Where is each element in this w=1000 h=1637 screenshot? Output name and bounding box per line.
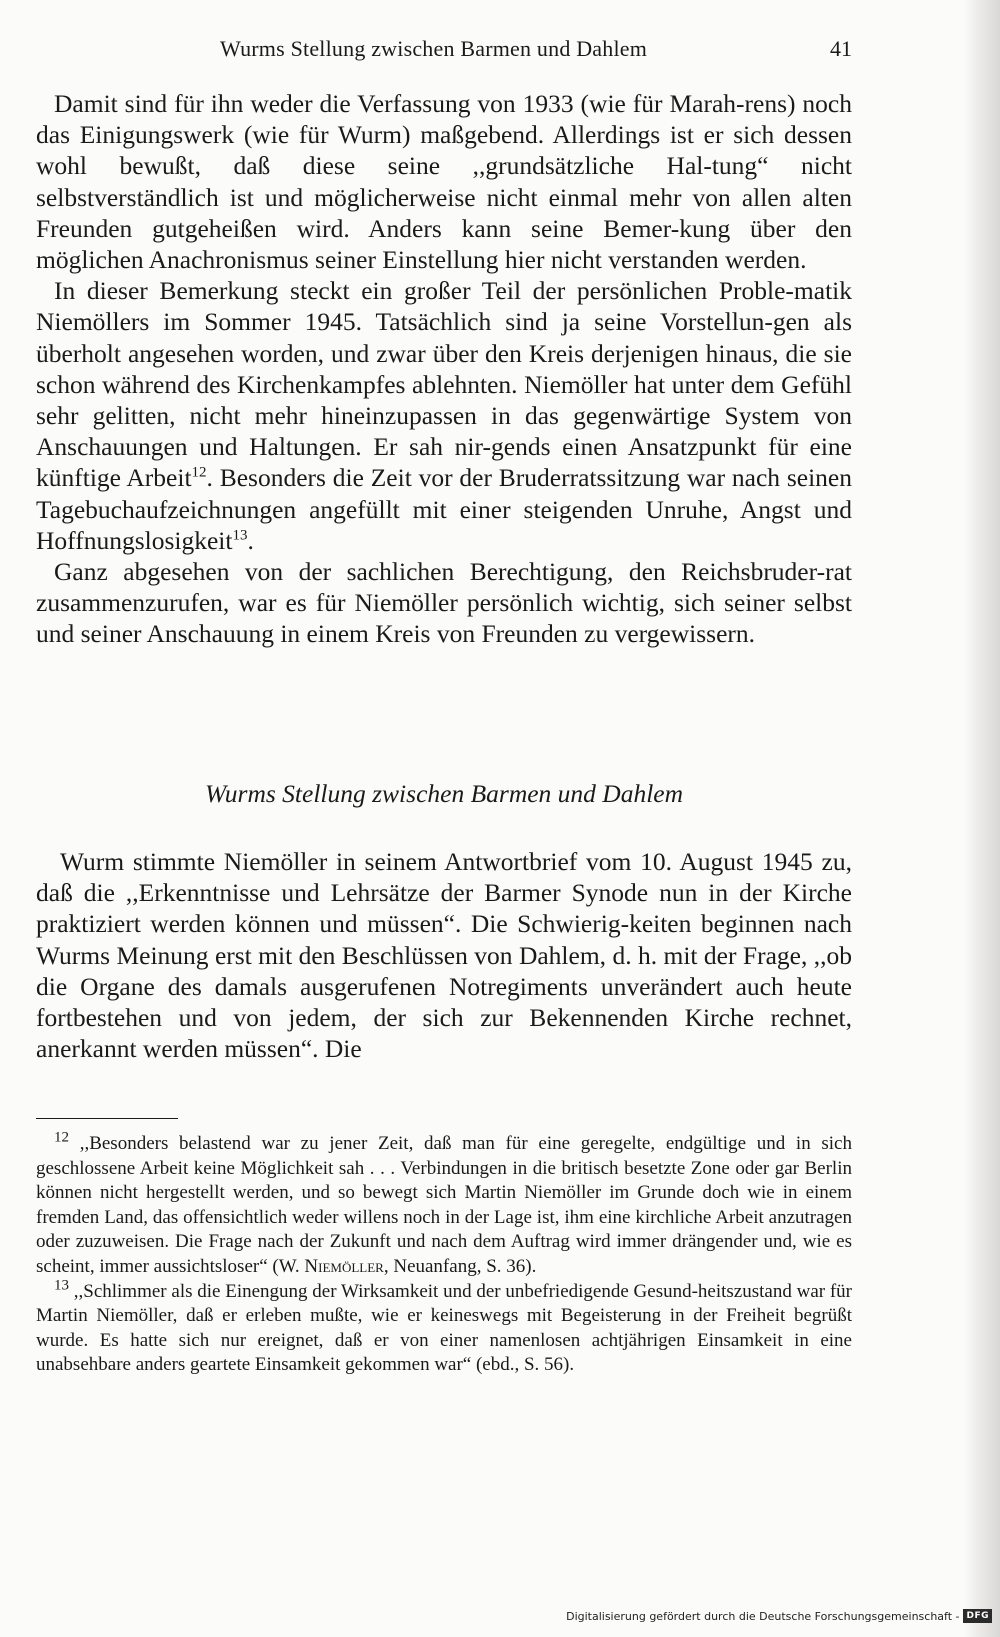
section-paragraph-1: Wurm stimmte Niemöller in seinem Antwortbrief vom 10. August 1945 zu, daß die ,,Erkenntnisse und Lehrsätze der Barmer Synode nun in der Kirche praktiziert werden können und müssen“. Die Schwierig-keiten beginnen nach Wurms Meinung erst mit den Beschlüssen von Dahlem, d. h. mit der Frage, ,,ob die Organe des damals ausgerufenen Notregiments unverändert auch heute fortbestehen und von jedem, der sich zur Bekennenden Kirche rechnet, anerkannt werden müssen“. Die — [36, 847, 852, 1064]
footnote-13-number: 13 — [54, 1277, 69, 1294]
paragraph-2 — [36, 275, 852, 556]
running-header — [36, 32, 852, 64]
footnote-13-text: ,,Schlimmer als die Einengung der Wirksamkeit und der unbefriedigende Gesund-heitszustand war für Martin Niemöller, daß er erleben mußte, wie er keineswegs mit Begeisterung in der Freiheit begrüßt wurde. Es hatte sich nur ereignet, daß er von einer namenlosen achtjährigen Einsamkeit in eine unabsehbare anders geartete Einsamkeit gekommen war“ (ebd., S. 56). — [36, 1280, 852, 1376]
footnote-12-author: Niemöller — [304, 1255, 384, 1277]
paragraph-3: Ganz abgesehen von der sachlichen Berechtigung, den Reichsbruder-rat zusammenzurufen, war es für Niemöller persönlich wichtig, sich seiner selbst und seiner Anschauung in einem Kreis von Freunden zu vergewissern. — [36, 557, 852, 649]
section-heading: Wurms Stellung zwischen Barmen und Dahlem — [204, 779, 684, 808]
paragraph-1: Damit sind für ihn weder die Verfassung von 1933 (wie für Marah-rens) noch das Einigungswerk (wie für Wurm) maßgebend. Allerdings ist er sich dessen wohl bewußt, daß diese seine ,,grundsätzliche Hal-tung“ nicht selbstverständlich ist und möglicherweise nicht einmal mehr von allen alten Freunden gutgeheißen wird. Anders kann seine Bemer-kung über den möglichen Anachronismus seiner Einstellung hier nicht verstanden werden. — [36, 89, 852, 275]
footnote-12-number: 12 — [54, 1129, 69, 1146]
footnote-12-text-b: , Neuanfang, S. 36). — [383, 1255, 537, 1277]
page-number: 41 — [830, 36, 852, 61]
footnote-12 — [36, 1129, 852, 1280]
page-edge-shadow — [964, 0, 1000, 1637]
footnote-ref-12[interactable]: 12 — [191, 464, 207, 481]
body-text — [36, 88, 852, 650]
running-title: Wurms Stellung zwischen Barmen und Dahlem — [220, 36, 648, 61]
paragraph-2-text-a: In dieser Bemerkung steckt ein großer Teil der persönlichen Proble-matik Niemöllers im Sommer 1945. Tatsächlich sind ja seine Vorstellun-gen als überholt angesehen worden, und zwar über den Kreis derjenigen hinaus, die sie schon während des Kirchenkampfes ablehnten. Niemöller hat unter dem Gefühl sehr gelitten, nicht mehr hineinzupassen in das gegenwärtige System von Anschauungen und Haltungen. Er sah nir-gends einen Ansatzpunkt für eine künftige Arbeit — [36, 276, 852, 493]
digitization-credit — [566, 1609, 992, 1623]
credit-text: Digitalisierung gefördert durch die Deutsche Forschungsgemeinschaft - — [566, 1609, 960, 1623]
footnote-12-text-a: ,,Besonders belastend war zu jener Zeit, daß man für eine geregelte, endgültige und in sich geschlossene Arbeit keine Möglichkeit sah . . . Verbindungen in die britisch besetzte Zone oder gar Berlin können nicht hergestellt werden, und so bewegt sich Martin Niemöller im Grunde doch wie in einem fremden Land, das offensichtlich weder willens noch in der Lage ist, ihm eine kirchliche Arbeit anzutragen oder zuzuweisen. Die Frage nach der Zukunft und nach dem Auftrag wird immer drängender und, wie es scheint, immer aussichtsloser“ (W. — [36, 1133, 852, 1277]
paragraph-2-text-b: . Besonders die Zeit vor der Bruderratssitzung war nach seinen Tagebuchaufzeichnungen angefüllt mit einer steigenden Unruhe, Angst und Hoffnungslosigkeit — [36, 463, 853, 555]
paragraph-2-text-c: . — [247, 525, 254, 555]
footnote-ref-13[interactable]: 13 — [232, 527, 248, 544]
section-text — [36, 846, 852, 1064]
footnote-13 — [36, 1277, 852, 1378]
dfg-logo-icon: DFG — [963, 1609, 992, 1623]
footnote-divider — [36, 1118, 178, 1119]
footnotes — [36, 1129, 852, 1378]
